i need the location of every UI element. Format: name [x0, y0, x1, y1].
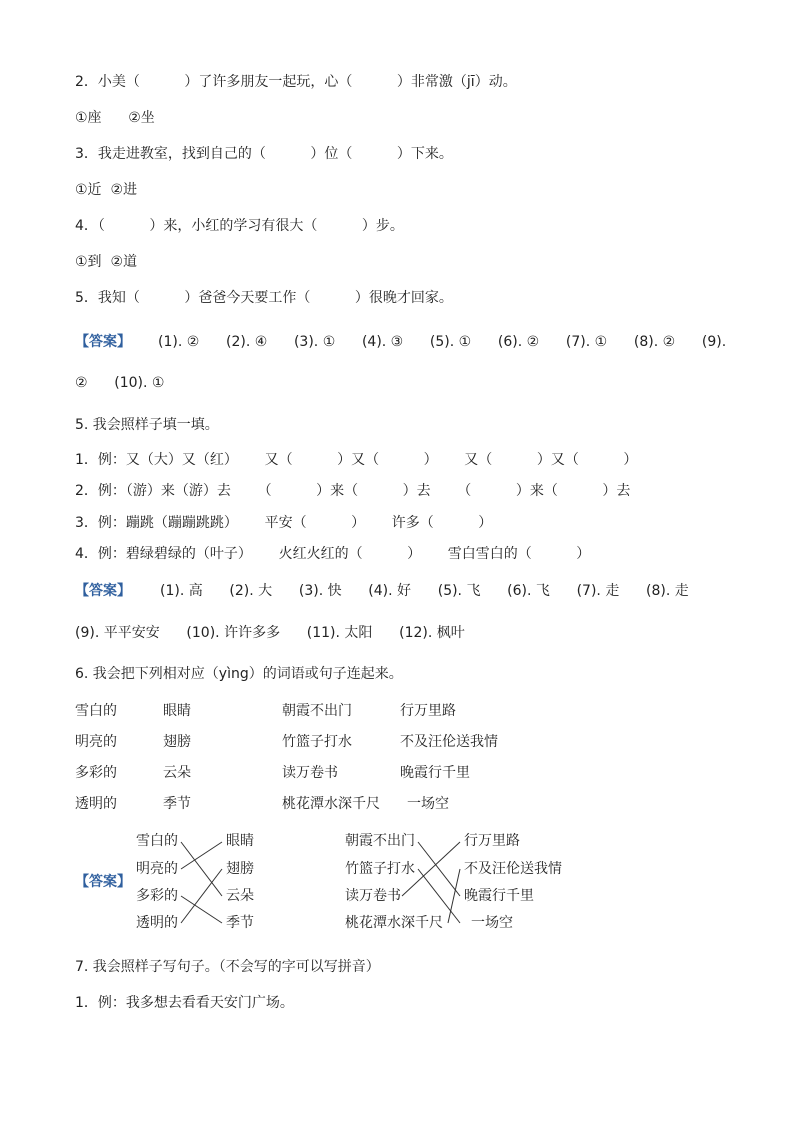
q6-col4-item: 晚霞行千里 [400, 765, 470, 781]
q6-ans-right2: 行万里路 [464, 833, 520, 849]
q6-title: 6. 我会把下列相对应（yìng）的词语或句子连起来。 [75, 666, 403, 682]
q5-item-2: 2．例：（游）来（游）去 （ ）来（ ）去 （ ）来（ ）去 [75, 483, 631, 499]
q6-ans-right2: 不及汪伦送我情 [464, 861, 562, 877]
q4-item-2: 2．小美（ ）了许多朋友一起玩，心（ ）非常激（jī）动。 [75, 74, 517, 90]
q6-ans-right1: 读万卷书 [345, 888, 401, 904]
q6-ans-right2: 晚霞行千里 [464, 888, 534, 904]
q4-item-4: 4．（ ）来，小红的学习有很大（ ）步。 [75, 218, 404, 234]
q6-ans-left1: 多彩的 [136, 888, 178, 904]
q6-col4-item: 行万里路 [400, 703, 456, 719]
q6-col1-item: 透明的 [75, 796, 117, 812]
q6-col2-item: 季节 [163, 796, 191, 812]
q6-ans-left2: 云朵 [226, 888, 254, 904]
answer-label-q4: 【答案】 [75, 334, 131, 350]
answer-label-q6: 【答案】 [75, 874, 131, 890]
q6-ans-right1: 朝霞不出门 [345, 833, 415, 849]
q4-options-2: ①座 ②坐 [75, 110, 155, 126]
q5-item-4: 4．例：碧绿碧绿的（叶子） 火红火红的（ ） 雪白雪白的（ ） [75, 546, 591, 562]
q6-col4-item: 不及汪伦送我情 [400, 734, 498, 750]
connector-line [402, 842, 460, 896]
q6-ans-left2: 眼睛 [226, 833, 254, 849]
q6-col2-item: 翅膀 [163, 734, 191, 750]
q6-col3-item: 竹篮子打水 [282, 734, 352, 750]
q5-item-1: 1．例：又（大）又（红） 又（ ）又（ ） 又（ ）又（ ） [75, 452, 638, 468]
q6-col1-item: 雪白的 [75, 703, 117, 719]
connector-line [418, 842, 460, 896]
q4-item-5: 5．我知（ ）爸爸今天要工作（ ）很晚才回家。 [75, 290, 453, 306]
q6-ans-right2: 一场空 [471, 915, 513, 931]
q5-answer-line2: (9). 平平安安 (10). 许许多多 (11). 太阳 (12). 枫叶 [75, 625, 465, 641]
q5-item-3: 3．例：蹦跳（蹦蹦跳跳） 平安（ ） 许多（ ） [75, 515, 493, 531]
q6-ans-left2: 翅膀 [226, 861, 254, 877]
q6-ans-right1: 桃花潭水深千尺 [345, 915, 443, 931]
q6-col2-item: 云朵 [163, 765, 191, 781]
connector-line [181, 869, 222, 923]
q6-col2-item: 眼睛 [163, 703, 191, 719]
q4-answer-line2: ② (10). ① [75, 375, 165, 391]
q6-ans-left1: 透明的 [136, 915, 178, 931]
q6-col3-item: 朝霞不出门 [282, 703, 352, 719]
q6-ans-right1: 竹篮子打水 [345, 861, 415, 877]
q7-title: 7. 我会照样子写句子。（不会写的字可以写拼音） [75, 959, 380, 975]
connector-line [181, 842, 222, 869]
q5-answer-line1: (1). 高 (2). 大 (3). 快 (4). 好 (5). 飞 (6). 飞 (7). 走 (8). 走 [160, 583, 689, 599]
q6-ans-left2: 季节 [226, 915, 254, 931]
q4-item-3: 3．我走进教室，找到自己的（ ）位（ ）下来。 [75, 146, 453, 162]
connector-line [181, 842, 222, 896]
q6-ans-left1: 雪白的 [136, 833, 178, 849]
q7-item-1: 1．例：我多想去看看天安门广场。 [75, 995, 294, 1011]
q6-col3-item: 读万卷书 [282, 765, 338, 781]
q6-col1-item: 明亮的 [75, 734, 117, 750]
q4-answer-line1: (1). ② (2). ④ (3). ① (4). ③ (5). ① (6). ② (7). ① (8). ② (9). [158, 334, 727, 350]
answer-label-q5: 【答案】 [75, 583, 131, 599]
connector-line [181, 896, 222, 923]
q5-title: 5. 我会照样子填一填。 [75, 417, 219, 433]
q6-col4-item: 一场空 [407, 796, 449, 812]
q4-options-4: ①到 ②道 [75, 254, 138, 270]
q6-ans-left1: 明亮的 [136, 861, 178, 877]
q6-col3-item: 桃花潭水深千尺 [282, 796, 380, 812]
q6-col1-item: 多彩的 [75, 765, 117, 781]
q4-options-3: ①近 ②进 [75, 182, 138, 198]
